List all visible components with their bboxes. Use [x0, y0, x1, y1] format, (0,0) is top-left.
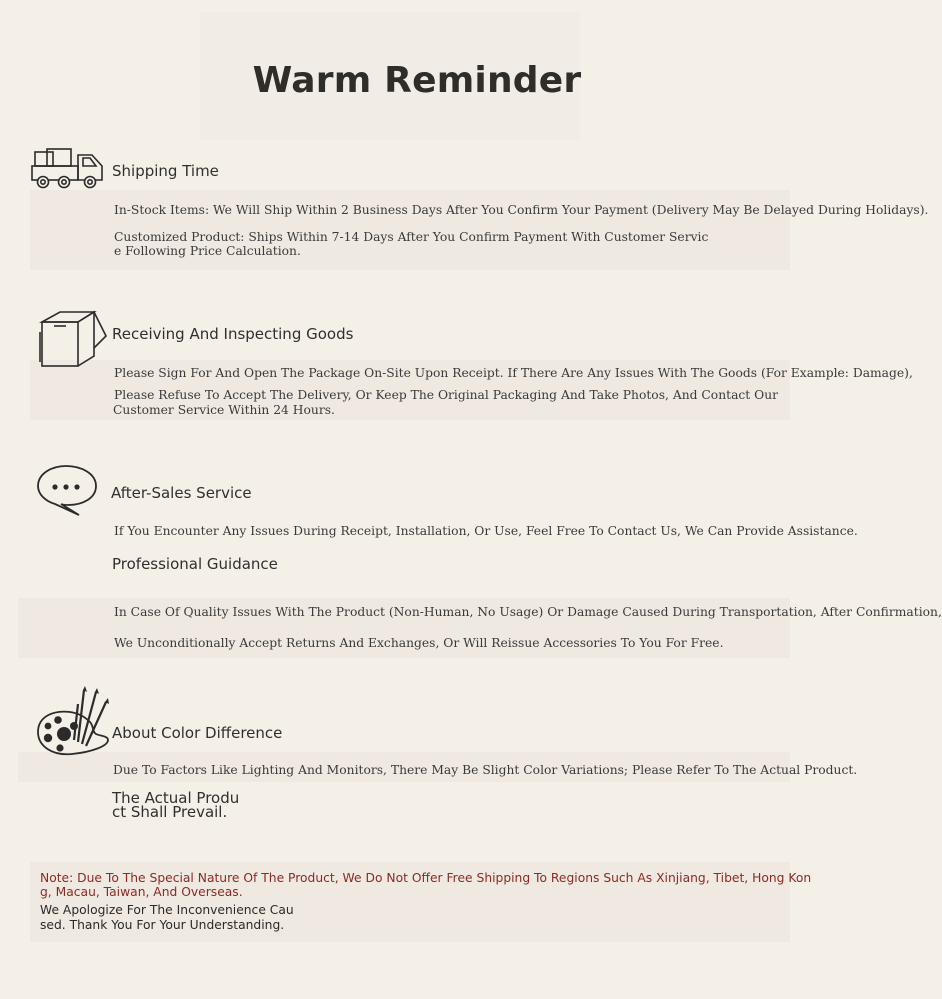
note-black-line-1: We Apologize For The Inconvenience Cau	[40, 903, 294, 917]
after-sales-heading: After-Sales Service	[111, 484, 252, 502]
chat-bubble-icon	[35, 463, 99, 517]
receiving-line-2: Please Refuse To Accept The Delivery, Or Keep The Original Packaging And Take Photos, And Contact Our	[114, 388, 779, 402]
after-sales-line-1: If You Encounter Any Issues During Receipt, Installation, Or Use, Feel Free To Contact Us, We Can Provide Assistance.	[114, 524, 858, 538]
note-red-line-2: g, Macau, Taiwan, And Overseas.	[40, 885, 243, 899]
receiving-line-1: Please Sign For And Open The Package On-Site Upon Receipt. If There Are Any Issues With The Goods (For Example: Damage),	[114, 366, 913, 380]
page-title: Warm Reminder	[252, 60, 582, 101]
shipping-line-2: Customized Product: Ships Within 7-14 Days After You Confirm Payment With Customer Servic	[114, 230, 709, 244]
shipping-line-3: e Following Price Calculation.	[114, 244, 301, 258]
after-sales-line-3: We Unconditionally Accept Returns And Exchanges, Or Will Reissue Accessories To You For Free.	[114, 636, 724, 650]
palette-icon	[34, 686, 112, 758]
truck-icon	[30, 146, 106, 192]
color-difference-heading: About Color Difference	[112, 724, 283, 742]
shipping-line-1: In-Stock Items: We Will Ship Within 2 Business Days After You Confirm Your Payment (Delivery May Be Delayed During Holidays).	[114, 203, 929, 217]
note-red-line-1: Note: Due To The Special Nature Of The Product, We Do Not Offer Free Shipping To Regions Such As Xinjiang, Tibet, Hong Kon	[40, 871, 812, 885]
professional-guidance-heading: Professional Guidance	[112, 555, 278, 573]
after-sales-line-2: In Case Of Quality Issues With The Product (Non-Human, No Usage) Or Damage Caused During Transportation, After Confirmation,	[114, 605, 942, 619]
receiving-heading: Receiving And Inspecting Goods	[112, 325, 354, 343]
color-difference-sub-line-2: ct Shall Prevail.	[112, 803, 228, 821]
color-difference-sub-line-1: The Actual Produ	[112, 789, 240, 807]
note-black-line-2: sed. Thank You For Your Understanding.	[40, 918, 285, 932]
color-difference-line-1: Due To Factors Like Lighting And Monitors, There May Be Slight Color Variations; Please Refer To The Actual Product.	[113, 763, 858, 777]
shipping-heading: Shipping Time	[112, 162, 219, 180]
box-icon	[36, 310, 110, 370]
receiving-line-3: Customer Service Within 24 Hours.	[113, 403, 335, 417]
